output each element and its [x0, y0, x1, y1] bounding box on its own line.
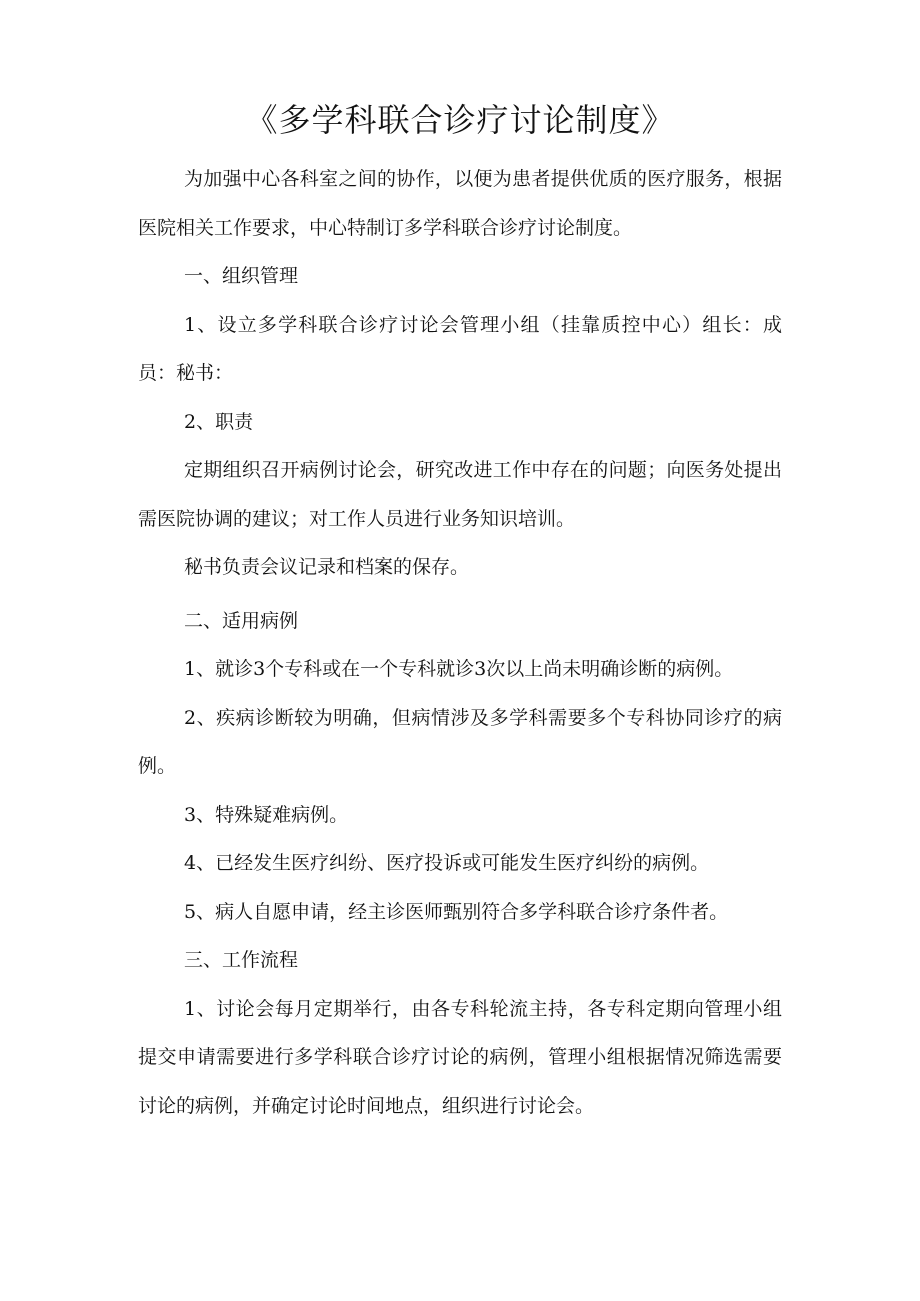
section-heading-workflow: 三、工作流程: [184, 949, 299, 971]
list-item-workflow-1: 1、讨论会每月定期举行，由各专科轮流主持，各专科定期向管理小组提交申请需要进行多学科联合诊疗讨论的病例，管理小组根据情况筛选需要讨论的病例，并确定讨论时间地点，组织进行讨论会。: [138, 997, 782, 1117]
section-heading-applicable-cases: 二、适用病例: [184, 609, 299, 632]
list-item-case-5: 5、病人自愿申请，经主诊医师甄别符合多学科联合诊疗条件者。: [184, 900, 729, 923]
list-item-case-3: 3、特殊疑难病例。: [184, 803, 349, 826]
list-item-case-1: 1、就诊3个专科或在一个专科就诊3次以上尚未明确诊断的病例。: [184, 658, 734, 680]
document-body: [138, 155, 782, 1130]
list-item-duties: 2、职责: [184, 410, 254, 433]
document-title: 《多学科联合诊疗讨论制度》: [245, 101, 675, 139]
duties-paragraph: 定期组织召开病例讨论会，研究改进工作中存在的问题；向医务处提出需医院协调的建议；对工作人员进行业务知识培训。: [138, 459, 782, 530]
list-item-case-4: 4、已经发生医疗纠纷、医疗投诉或可能发生医疗纠纷的病例。: [184, 852, 710, 874]
list-item-case-2: 2、疾病诊断较为明确，但病情涉及多学科需要多个专科协同诊疗的病例。: [138, 706, 782, 777]
list-item-management-group: 1、设立多学科联合诊疗讨论会管理小组（挂靠质控中心）组长：成员：秘书：: [138, 313, 782, 384]
section-heading-organization: 一、组织管理: [184, 265, 299, 287]
secretary-paragraph: 秘书负责会议记录和档案的保存。: [184, 556, 470, 578]
intro-paragraph: 为加强中心各科室之间的协作，以便为患者提供优质的医疗服务，根据医院相关工作要求，中心特制订多学科联合诊疗讨论制度。: [138, 168, 782, 239]
